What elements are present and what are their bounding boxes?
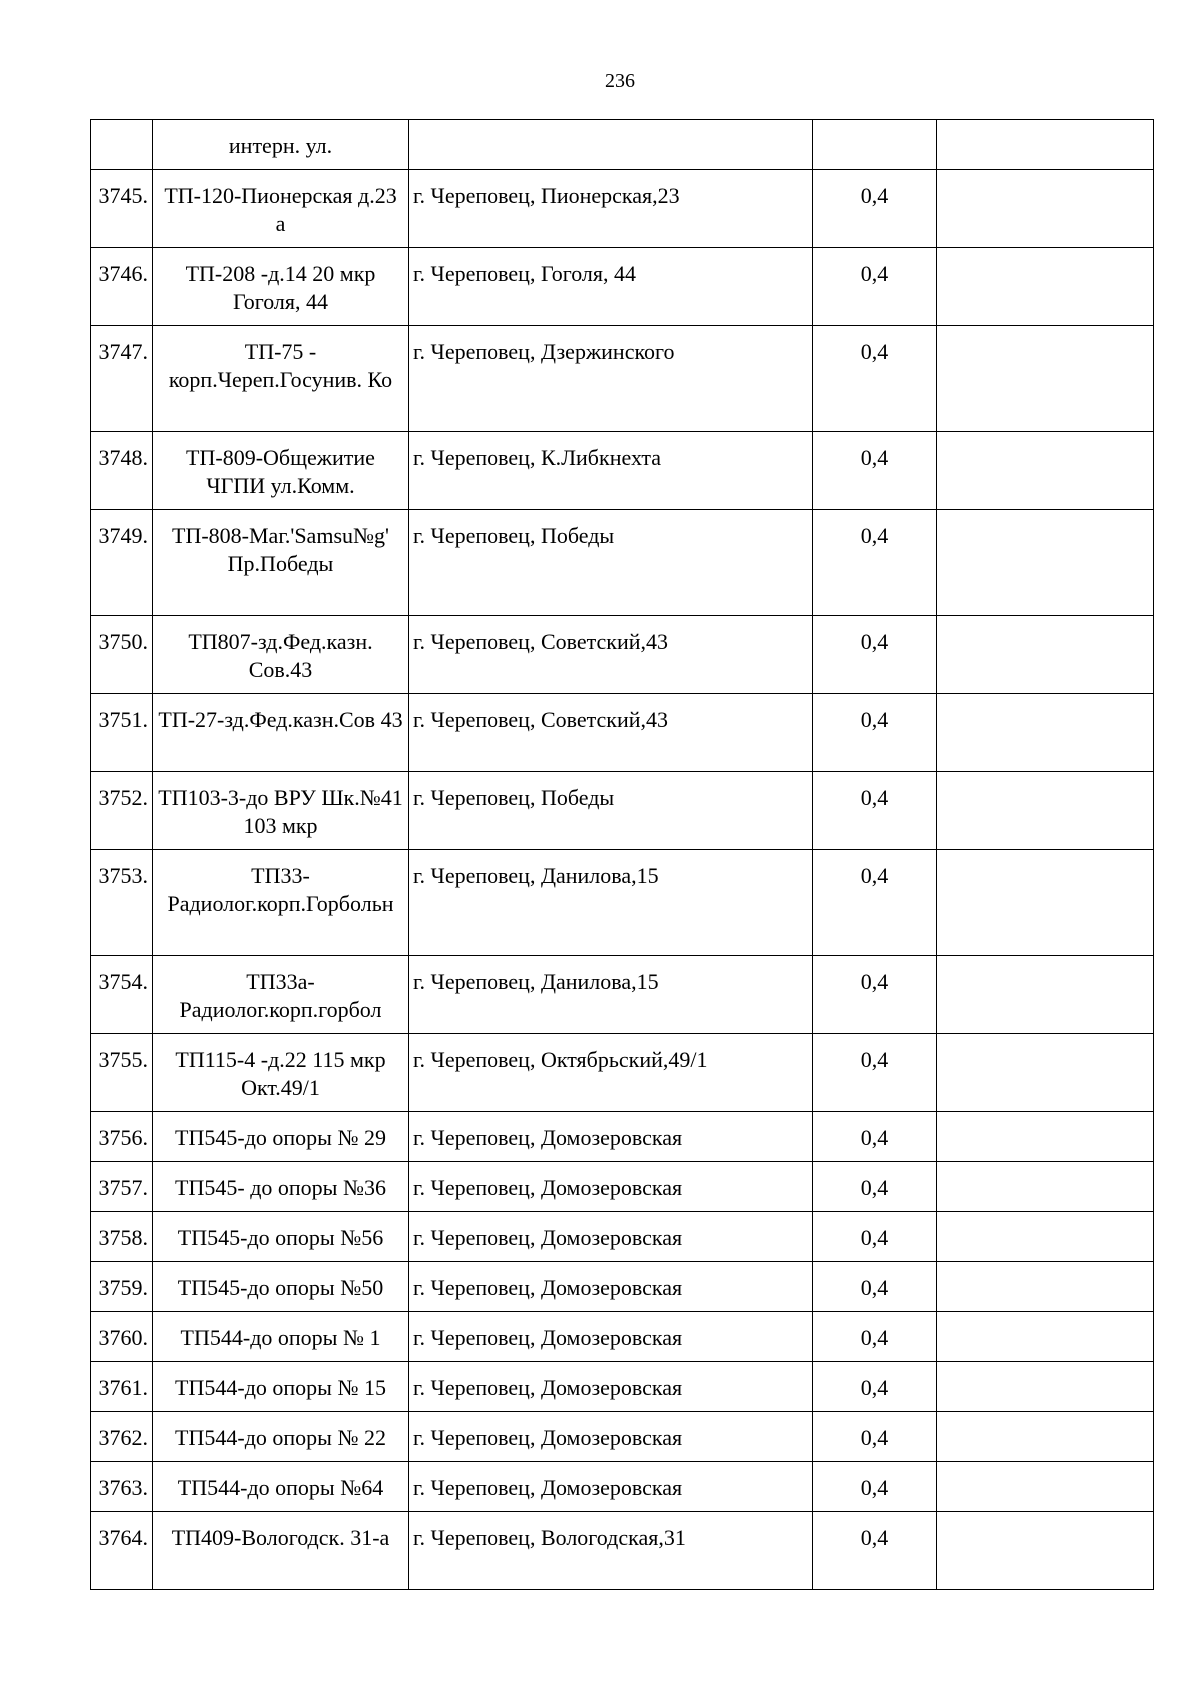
table-row bbox=[91, 1262, 1154, 1312]
extra-cell bbox=[937, 120, 1154, 170]
object-address: г. Череповец, Домозеровская bbox=[409, 1212, 813, 1262]
object-address: г. Череповец, Данилова,15 bbox=[409, 956, 813, 1034]
voltage-value: 0,4 bbox=[813, 1462, 937, 1512]
table-row bbox=[91, 1312, 1154, 1362]
page-number: 236 bbox=[605, 70, 635, 92]
extra-cell bbox=[937, 1312, 1154, 1362]
object-address bbox=[409, 120, 813, 170]
object-name: ТП33-Радиолог.корп.Горбольн bbox=[153, 850, 409, 956]
table-row bbox=[91, 170, 1154, 248]
row-number: 3746. bbox=[91, 248, 153, 326]
voltage-value bbox=[813, 120, 937, 170]
object-address: г. Череповец, Гоголя, 44 bbox=[409, 248, 813, 326]
object-name: ТП545- до опоры №36 bbox=[153, 1162, 409, 1212]
voltage-value: 0,4 bbox=[813, 1112, 937, 1162]
table-row bbox=[91, 248, 1154, 326]
row-number: 3747. bbox=[91, 326, 153, 432]
row-number: 3759. bbox=[91, 1262, 153, 1312]
extra-cell bbox=[937, 432, 1154, 510]
extra-cell bbox=[937, 1462, 1154, 1512]
table-row bbox=[91, 1112, 1154, 1162]
extra-cell bbox=[937, 510, 1154, 616]
row-number: 3756. bbox=[91, 1112, 153, 1162]
row-number: 3754. bbox=[91, 956, 153, 1034]
extra-cell bbox=[937, 772, 1154, 850]
voltage-value: 0,4 bbox=[813, 1262, 937, 1312]
object-address: г. Череповец, Домозеровская bbox=[409, 1462, 813, 1512]
object-name: ТП-208 -д.14 20 мкр Гоголя, 44 bbox=[153, 248, 409, 326]
row-number: 3757. bbox=[91, 1162, 153, 1212]
voltage-value: 0,4 bbox=[813, 1212, 937, 1262]
row-number: 3755. bbox=[91, 1034, 153, 1112]
extra-cell bbox=[937, 1262, 1154, 1312]
extra-cell bbox=[937, 956, 1154, 1034]
table-row bbox=[91, 1212, 1154, 1262]
row-number: 3758. bbox=[91, 1212, 153, 1262]
extra-cell bbox=[937, 616, 1154, 694]
object-address: г. Череповец, Домозеровская bbox=[409, 1362, 813, 1412]
object-name: ТП103-3-до ВРУ Шк.№41 103 мкр bbox=[153, 772, 409, 850]
object-address: г. Череповец, Данилова,15 bbox=[409, 850, 813, 956]
object-address: г. Череповец, Советский,43 bbox=[409, 694, 813, 772]
object-name: ТП409-Вологодск. 31-а bbox=[153, 1512, 409, 1590]
row-number: 3749. bbox=[91, 510, 153, 616]
object-address: г. Череповец, Домозеровская bbox=[409, 1412, 813, 1462]
row-number: 3748. bbox=[91, 432, 153, 510]
object-address: г. Череповец, Домозеровская bbox=[409, 1312, 813, 1362]
table-row bbox=[91, 772, 1154, 850]
object-name: ТП544-до опоры № 22 bbox=[153, 1412, 409, 1462]
table-row bbox=[91, 850, 1154, 956]
voltage-value: 0,4 bbox=[813, 432, 937, 510]
object-name: ТП33а-Радиолог.корп.горбол bbox=[153, 956, 409, 1034]
object-name: ТП-27-зд.Фед.казн.Сов 43 bbox=[153, 694, 409, 772]
extra-cell bbox=[937, 1034, 1154, 1112]
object-address: г. Череповец, Домозеровская bbox=[409, 1262, 813, 1312]
voltage-value: 0,4 bbox=[813, 1412, 937, 1462]
voltage-value: 0,4 bbox=[813, 1362, 937, 1412]
voltage-value: 0,4 bbox=[813, 1512, 937, 1590]
object-address: г. Череповец, Советский,43 bbox=[409, 616, 813, 694]
object-name: ТП-809-Общежитие ЧГПИ ул.Комм. bbox=[153, 432, 409, 510]
object-name: ТП115-4 -д.22 115 мкр Окт.49/1 bbox=[153, 1034, 409, 1112]
row-number: 3764. bbox=[91, 1512, 153, 1590]
extra-cell bbox=[937, 170, 1154, 248]
object-name: ТП545-до опоры № 29 bbox=[153, 1112, 409, 1162]
extra-cell bbox=[937, 1112, 1154, 1162]
object-address: г. Череповец, Октябрьский,49/1 bbox=[409, 1034, 813, 1112]
voltage-value: 0,4 bbox=[813, 170, 937, 248]
object-address: г. Череповец, Домозеровская bbox=[409, 1112, 813, 1162]
object-name: ТП-75 - корп.Череп.Госунив. Ко bbox=[153, 326, 409, 432]
table-row bbox=[91, 326, 1154, 432]
object-address: г. Череповец, Вологодская,31 bbox=[409, 1512, 813, 1590]
extra-cell bbox=[937, 850, 1154, 956]
voltage-value: 0,4 bbox=[813, 616, 937, 694]
table-row bbox=[91, 956, 1154, 1034]
extra-cell bbox=[937, 694, 1154, 772]
object-name: ТП544-до опоры №64 bbox=[153, 1462, 409, 1512]
table-row bbox=[91, 616, 1154, 694]
table-row bbox=[91, 1462, 1154, 1512]
object-name: ТП544-до опоры № 1 bbox=[153, 1312, 409, 1362]
extra-cell bbox=[937, 1212, 1154, 1262]
row-number: 3761. bbox=[91, 1362, 153, 1412]
row-number: 3762. bbox=[91, 1412, 153, 1462]
row-number: 3751. bbox=[91, 694, 153, 772]
object-address: г. Череповец, Победы bbox=[409, 772, 813, 850]
row-number bbox=[91, 120, 153, 170]
voltage-value: 0,4 bbox=[813, 850, 937, 956]
object-name: интерн. ул. bbox=[153, 120, 409, 170]
extra-cell bbox=[937, 248, 1154, 326]
voltage-value: 0,4 bbox=[813, 1162, 937, 1212]
row-number: 3753. bbox=[91, 850, 153, 956]
extra-cell bbox=[937, 1362, 1154, 1412]
extra-cell bbox=[937, 326, 1154, 432]
object-address: г. Череповец, Домозеровская bbox=[409, 1162, 813, 1212]
table-row bbox=[91, 1512, 1154, 1590]
voltage-value: 0,4 bbox=[813, 248, 937, 326]
table-row bbox=[91, 1162, 1154, 1212]
voltage-value: 0,4 bbox=[813, 1312, 937, 1362]
object-name: ТП545-до опоры №56 bbox=[153, 1212, 409, 1262]
table-row bbox=[91, 1034, 1154, 1112]
row-number: 3752. bbox=[91, 772, 153, 850]
table-row bbox=[91, 1412, 1154, 1462]
extra-cell bbox=[937, 1412, 1154, 1462]
table-row bbox=[91, 1362, 1154, 1412]
object-name: ТП-808-Маг.'Samsu№g' Пр.Победы bbox=[153, 510, 409, 616]
voltage-value: 0,4 bbox=[813, 694, 937, 772]
voltage-value: 0,4 bbox=[813, 772, 937, 850]
voltage-value: 0,4 bbox=[813, 956, 937, 1034]
table-row bbox=[91, 432, 1154, 510]
row-number: 3750. bbox=[91, 616, 153, 694]
voltage-value: 0,4 bbox=[813, 326, 937, 432]
object-address: г. Череповец, Пионерская,23 bbox=[409, 170, 813, 248]
object-address: г. Череповец, Победы bbox=[409, 510, 813, 616]
row-number: 3763. bbox=[91, 1462, 153, 1512]
table-row bbox=[91, 120, 1154, 170]
table-row bbox=[91, 694, 1154, 772]
voltage-value: 0,4 bbox=[813, 510, 937, 616]
table-row bbox=[91, 510, 1154, 616]
object-name: ТП544-до опоры № 15 bbox=[153, 1362, 409, 1412]
object-name: ТП545-до опоры №50 bbox=[153, 1262, 409, 1312]
object-name: ТП-120-Пионерская д.23 а bbox=[153, 170, 409, 248]
extra-cell bbox=[937, 1512, 1154, 1590]
extra-cell bbox=[937, 1162, 1154, 1212]
register-table bbox=[90, 119, 1154, 1590]
row-number: 3745. bbox=[91, 170, 153, 248]
object-name: ТП807-зд.Фед.казн. Сов.43 bbox=[153, 616, 409, 694]
voltage-value: 0,4 bbox=[813, 1034, 937, 1112]
row-number: 3760. bbox=[91, 1312, 153, 1362]
object-address: г. Череповец, К.Либкнехта bbox=[409, 432, 813, 510]
object-address: г. Череповец, Дзержинского bbox=[409, 326, 813, 432]
